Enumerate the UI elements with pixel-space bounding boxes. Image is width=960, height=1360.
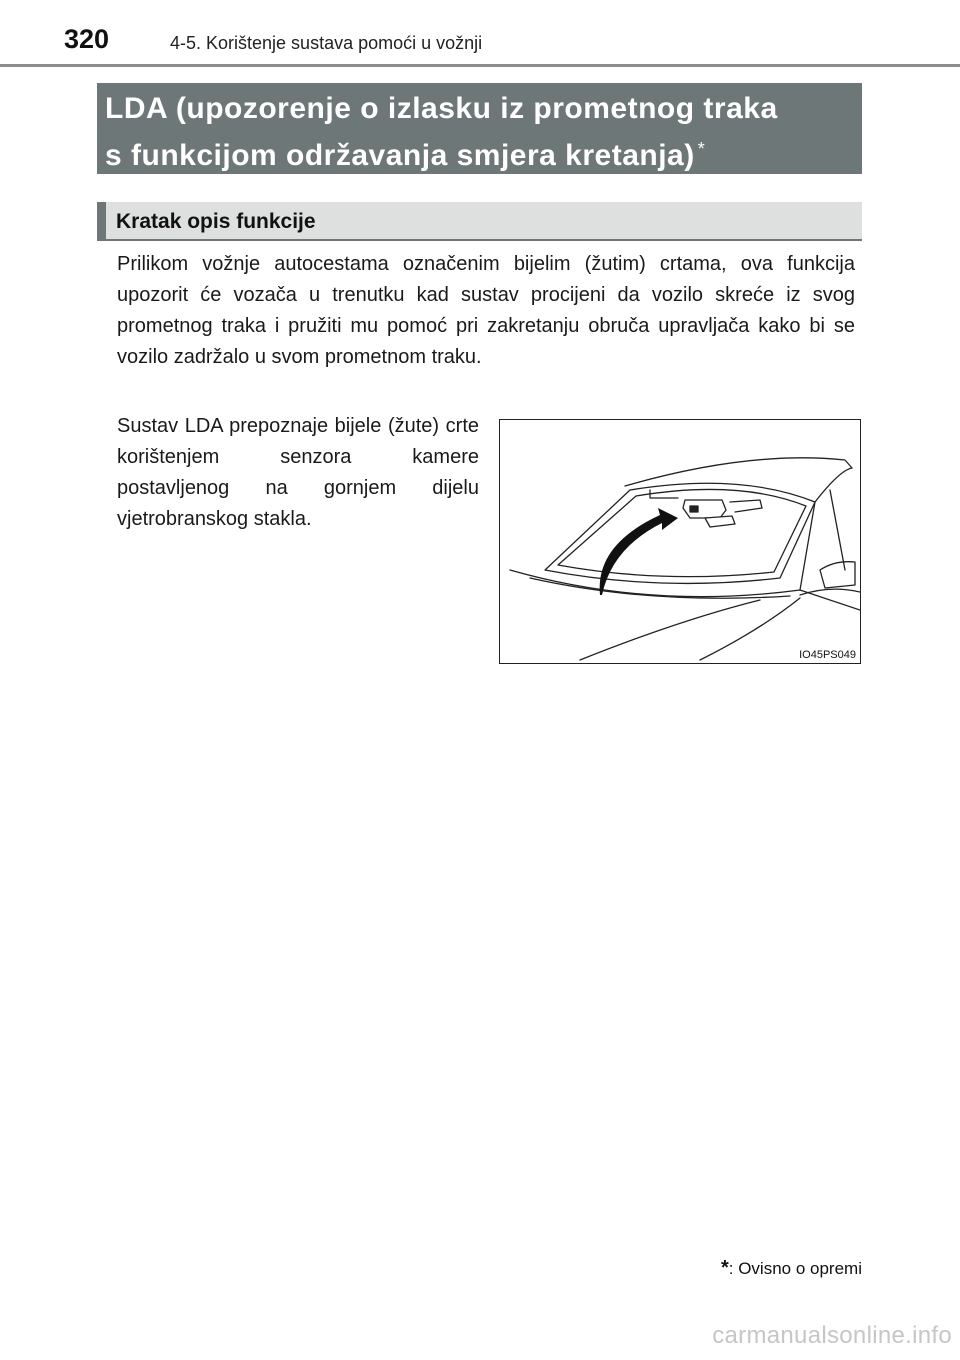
footnote-marker: * — [720, 1257, 729, 1279]
windshield-camera-illustration — [499, 419, 861, 664]
windshield-drawing — [500, 420, 860, 663]
title-line-2: s funkcijom održavanja smjera kretanja) — [105, 139, 695, 172]
title-line-1: LDA (upozorenje o izlasku iz prometnog traka — [105, 92, 778, 125]
page-number: 320 — [64, 24, 110, 54]
paragraph-function-description: Prilikom vožnje autocestama označenim bijelim (žutim) crtama, ova funkcija upozorit će vozača u trenutku kad sustav procijeni da vozilo skreće iz svog prometnog traka i pružiti mu pomoć pri zakretanju obruča upravljača kako bi se vozilo zadržalo u svom prometnom traku. — [117, 253, 855, 368]
subsection-header — [97, 202, 862, 240]
header-divider — [0, 64, 960, 67]
subheader-accent-bar — [97, 202, 106, 240]
figure-code: IO45PS049 — [799, 649, 856, 661]
title-banner — [97, 83, 862, 174]
footnote-text: : Ovisno o opremi — [728, 1259, 862, 1278]
footnote — [721, 1257, 862, 1280]
subheader-underline — [97, 239, 862, 241]
paragraph-camera-sensor: Sustav LDA prepoznaje bijele (žute) crte korištenjem senzora kamere postavljenog na gornjem dijelu vjetrobranskog stakla. — [117, 415, 479, 530]
section-header: 4-5. Korištenje sustava pomoći u vožnji — [170, 33, 483, 53]
page-title — [105, 89, 855, 176]
subsection-title: Kratak opis funkcije — [116, 210, 316, 233]
title-footnote-marker: * — [697, 139, 706, 159]
watermark: carmanualsonline.info — [712, 1322, 952, 1349]
